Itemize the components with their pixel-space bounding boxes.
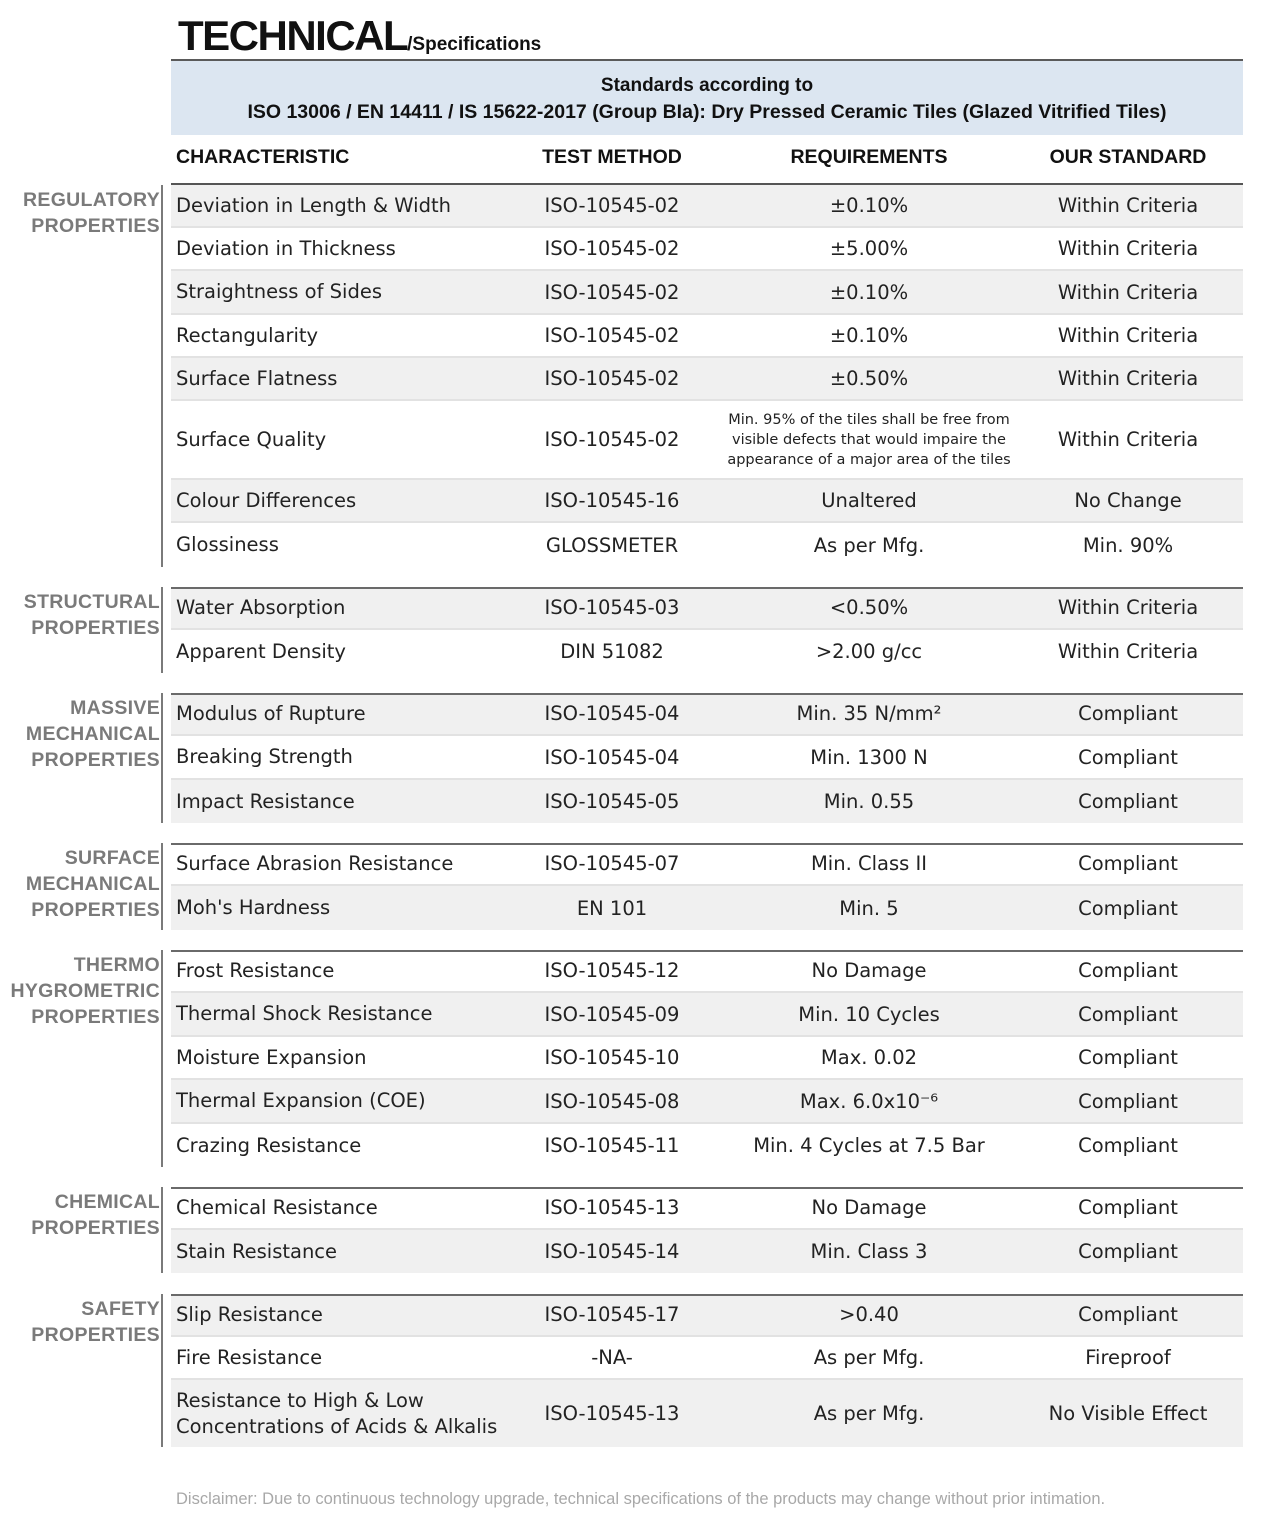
cell-our-standard: Fireproof: [1085, 1346, 1171, 1369]
cell-requirements: Min. 0.55: [823, 790, 915, 813]
cell-requirements: Unaltered: [821, 489, 917, 512]
cell-requirements: >0.40: [839, 1303, 899, 1326]
property-group: [0, 587, 1284, 673]
cell-our-standard: Within Criteria: [1057, 428, 1199, 451]
group-bracket-bar: [161, 1187, 163, 1273]
group-label-line: HYGROMETRIC: [10, 980, 160, 1002]
cell-characteristic: Surface Flatness: [176, 366, 338, 390]
cell-requirements: Min. Class 3: [810, 1240, 928, 1263]
cell-our-standard: Within Criteria: [1057, 237, 1199, 260]
cell-characteristic: Moisture Expansion: [176, 1045, 367, 1069]
table-row: [171, 736, 1243, 780]
table-row: [171, 950, 1243, 993]
table-row: [171, 587, 1243, 630]
table-row: [171, 1037, 1243, 1080]
column-header-requirements: REQUIREMENTS: [790, 146, 948, 168]
cell-characteristic: Crazing Resistance: [176, 1133, 362, 1157]
cell-our-standard: Within Criteria: [1057, 367, 1199, 390]
group-divider: [171, 1294, 1243, 1296]
cell-test-method: ISO-10545-10: [544, 1046, 680, 1069]
group-label-line: PROPERTIES: [31, 1006, 160, 1028]
cell-our-standard: Compliant: [1078, 1134, 1178, 1157]
cell-our-standard: Within Criteria: [1057, 596, 1199, 619]
cell-requirements: As per Mfg.: [813, 533, 925, 557]
cell-our-standard: Compliant: [1078, 1046, 1178, 1069]
cell-our-standard: Compliant: [1078, 790, 1178, 813]
group-label-line: REGULATORY: [23, 189, 160, 211]
cell-characteristic: Impact Resistance: [176, 789, 355, 813]
cell-our-standard: Min. 90%: [1082, 533, 1174, 557]
table-row: [171, 523, 1243, 567]
group-label-line: THERMO: [73, 954, 160, 976]
cell-test-method: ISO-10545-05: [544, 790, 680, 813]
cell-requirements: ±0.50%: [829, 367, 909, 390]
cell-our-standard: Compliant: [1078, 745, 1178, 769]
requirements-line: Min. 95% of the tiles shall be free from: [728, 411, 1010, 428]
table-row: [171, 271, 1243, 315]
cell-characteristic: Thermal Expansion (COE): [176, 1089, 426, 1112]
table-row: [171, 693, 1243, 736]
cell-requirements: As per Mfg.: [813, 1346, 925, 1369]
cell-requirements: Min. 5: [839, 896, 899, 920]
table-row: [171, 1380, 1243, 1447]
group-label: [10, 952, 160, 1030]
group-label: [24, 589, 160, 641]
cell-test-method: -NA-: [591, 1346, 633, 1369]
cell-our-standard: Within Criteria: [1057, 280, 1199, 304]
cell-test-method: ISO-10545-02: [544, 237, 680, 260]
property-group: [0, 693, 1284, 823]
cell-characteristic: Apparent Density: [176, 639, 346, 663]
characteristic-line: Resistance to High & Low: [176, 1388, 424, 1412]
group-divider: [171, 843, 1243, 845]
cell-test-method: ISO-10545-02: [544, 280, 680, 304]
cell-test-method: ISO-10545-13: [544, 1196, 680, 1219]
group-label-line: STRUCTURAL: [23, 591, 160, 613]
group-label-line: PROPERTIES: [31, 749, 160, 771]
group-label-line: PROPERTIES: [31, 899, 160, 921]
group-divider: [171, 587, 1243, 589]
cell-characteristic: Rectangularity: [176, 323, 319, 347]
group-label-line: PROPERTIES: [31, 617, 160, 639]
group-divider: [171, 1187, 1243, 1189]
table-row: [171, 843, 1243, 886]
cell-our-standard: Compliant: [1078, 1089, 1178, 1113]
table-row: [171, 630, 1243, 673]
group-label-line: CHEMICAL: [54, 1191, 160, 1213]
cell-characteristic: Moh's Hardness: [176, 896, 331, 919]
characteristic-line: Concentrations of Acids & Alkalis: [176, 1414, 498, 1438]
column-header-characteristic: CHARACTERISTIC: [176, 146, 350, 168]
cell-our-standard: Compliant: [1078, 959, 1178, 982]
column-header-test-method: TEST METHOD: [542, 146, 682, 168]
table-row: [171, 401, 1243, 480]
cell-requirements: No Damage: [811, 1196, 927, 1219]
cell-our-standard: Within Criteria: [1057, 194, 1199, 217]
title-main: TECHNICAL: [178, 12, 408, 59]
cell-characteristic: Chemical Resistance: [176, 1195, 378, 1219]
cell-test-method: ISO-10545-04: [544, 745, 680, 769]
cell-our-standard: Compliant: [1078, 1240, 1178, 1263]
table-row: [171, 886, 1243, 930]
cell-requirements: Min. 35 N/mm²: [796, 702, 942, 725]
group-bracket-bar: [161, 185, 163, 567]
table-row: [171, 780, 1243, 823]
requirements-line: appearance of a major area of the tiles: [727, 451, 1011, 468]
group-label: [23, 187, 160, 239]
property-group: [0, 1294, 1284, 1447]
group-label: [31, 1296, 160, 1348]
cell-characteristic: Deviation in Length & Width: [176, 193, 451, 217]
cell-requirements: Min. 10 Cycles: [798, 1002, 940, 1026]
cell-test-method: ISO-10545-08: [544, 1089, 680, 1113]
cell-our-standard: Compliant: [1078, 1196, 1178, 1219]
cell-requirements: ±5.00%: [829, 237, 909, 260]
cell-our-standard: Within Criteria: [1057, 324, 1199, 347]
group-bracket-bar: [161, 693, 163, 823]
cell-characteristic: Slip Resistance: [176, 1302, 323, 1326]
cell-our-standard: Compliant: [1078, 852, 1178, 875]
cell-requirements: [699, 401, 1039, 478]
cell-requirements: Min. 1300 N: [810, 745, 928, 769]
cell-our-standard: Compliant: [1078, 1303, 1178, 1326]
group-label-line: PROPERTIES: [31, 215, 160, 237]
cell-characteristic: Deviation in Thickness: [176, 236, 396, 260]
group-label-line: MECHANICAL: [25, 873, 160, 895]
cell-characteristic: Surface Abrasion Resistance: [176, 851, 454, 875]
table-row: [171, 480, 1243, 523]
group-divider: [171, 693, 1243, 695]
cell-characteristic: Modulus of Rupture: [176, 701, 366, 725]
cell-characteristic: Water Absorption: [176, 595, 346, 619]
cell-requirements: Max. 6.0x10⁻⁶: [799, 1089, 939, 1113]
property-group: [0, 843, 1284, 930]
cell-characteristic: Surface Quality: [176, 427, 327, 451]
cell-requirements: ±0.10%: [829, 280, 909, 304]
standards-line-2: ISO 13006 / EN 14411 / IS 15622-2017 (Group BIa): Dry Pressed Ceramic Tiles (Glazed Vitrified Tiles): [247, 101, 1167, 123]
cell-characteristic: [176, 1380, 516, 1447]
cell-test-method: GLOSSMETER: [545, 533, 679, 557]
group-bracket-bar: [161, 1294, 163, 1447]
standards-line-1: Standards according to: [600, 75, 814, 96]
property-group: [0, 185, 1284, 567]
group-label-line: SAFETY: [81, 1298, 160, 1320]
table-row: [171, 1124, 1243, 1167]
group-label: [26, 695, 160, 773]
cell-characteristic: Stain Resistance: [176, 1239, 338, 1263]
title-sub: /Specifications: [407, 34, 542, 55]
table-row: [171, 993, 1243, 1037]
cell-characteristic: Straightness of Sides: [176, 280, 382, 303]
cell-characteristic: Breaking Strength: [176, 745, 353, 768]
group-label: [26, 845, 160, 923]
cell-our-standard: No Change: [1074, 489, 1182, 512]
table-row: [171, 1080, 1243, 1124]
requirements-line: visible defects that would impaire the: [731, 431, 1006, 448]
cell-test-method: ISO-10545-03: [544, 596, 680, 619]
cell-test-method: ISO-10545-12: [544, 959, 680, 982]
table-row: [171, 228, 1243, 271]
table-row: [171, 358, 1243, 401]
group-bracket-bar: [161, 950, 163, 1167]
cell-test-method: ISO-10545-13: [544, 1402, 680, 1425]
cell-test-method: ISO-10545-02: [544, 367, 680, 390]
cell-characteristic: Colour Differences: [176, 488, 357, 512]
cell-test-method: ISO-10545-07: [544, 852, 680, 875]
table-row: [171, 1294, 1243, 1337]
table-row: [171, 1230, 1243, 1273]
cell-test-method: ISO-10545-16: [544, 489, 680, 512]
cell-requirements: ±0.10%: [829, 324, 909, 347]
cell-our-standard: Within Criteria: [1057, 640, 1199, 663]
property-group: [0, 950, 1284, 1167]
cell-requirements: Min. Class II: [810, 852, 927, 875]
standards-band: [171, 59, 1243, 135]
table-row: [171, 1337, 1243, 1380]
cell-requirements: <0.50%: [829, 596, 909, 619]
cell-requirements: ±0.10%: [829, 194, 909, 217]
column-header-our-standard: OUR STANDARD: [1049, 146, 1207, 168]
table-row: [171, 315, 1243, 358]
group-label-line: MECHANICAL: [25, 723, 160, 745]
cell-test-method: ISO-10545-02: [544, 324, 680, 347]
cell-test-method: EN 101: [576, 896, 648, 920]
cell-characteristic: Thermal Shock Resistance: [176, 1002, 433, 1025]
cell-test-method: DIN 51082: [560, 640, 664, 663]
cell-our-standard: Compliant: [1078, 702, 1178, 725]
cell-test-method: ISO-10545-09: [544, 1002, 680, 1026]
group-bracket-bar: [161, 587, 163, 673]
group-bracket-bar: [161, 843, 163, 930]
cell-test-method: ISO-10545-17: [544, 1303, 680, 1326]
cell-our-standard: No Visible Effect: [1048, 1402, 1208, 1425]
property-group: [0, 1187, 1284, 1273]
group-label-line: PROPERTIES: [31, 1217, 160, 1239]
group-label-line: PROPERTIES: [31, 1324, 160, 1346]
cell-requirements: >2.00 g/cc: [815, 640, 923, 663]
cell-characteristic: Fire Resistance: [176, 1345, 323, 1369]
table-row: [171, 185, 1243, 228]
group-label: [31, 1189, 160, 1241]
cell-requirements: Max. 0.02: [820, 1046, 918, 1069]
cell-characteristic: Frost Resistance: [176, 958, 335, 982]
cell-requirements: No Damage: [811, 959, 927, 982]
disclaimer: Disclaimer: Due to continuous technology upgrade, technical specifications of the products may change without prior intimation.: [176, 1490, 1106, 1508]
cell-our-standard: Compliant: [1078, 896, 1178, 920]
group-label-line: MASSIVE: [70, 697, 160, 719]
cell-our-standard: Compliant: [1078, 1002, 1178, 1026]
cell-requirements: Min. 4 Cycles at 7.5 Bar: [753, 1134, 985, 1157]
group-label-line: SURFACE: [64, 847, 160, 869]
cell-test-method: ISO-10545-11: [544, 1134, 680, 1157]
table-row: [171, 1187, 1243, 1230]
page-title: [178, 12, 541, 60]
group-divider: [171, 950, 1243, 952]
cell-test-method: ISO-10545-02: [544, 194, 680, 217]
cell-test-method: ISO-10545-02: [544, 428, 680, 451]
cell-test-method: ISO-10545-04: [544, 702, 680, 725]
cell-test-method: ISO-10545-14: [544, 1240, 680, 1263]
cell-requirements: As per Mfg.: [813, 1402, 925, 1425]
cell-characteristic: Glossiness: [176, 533, 279, 556]
